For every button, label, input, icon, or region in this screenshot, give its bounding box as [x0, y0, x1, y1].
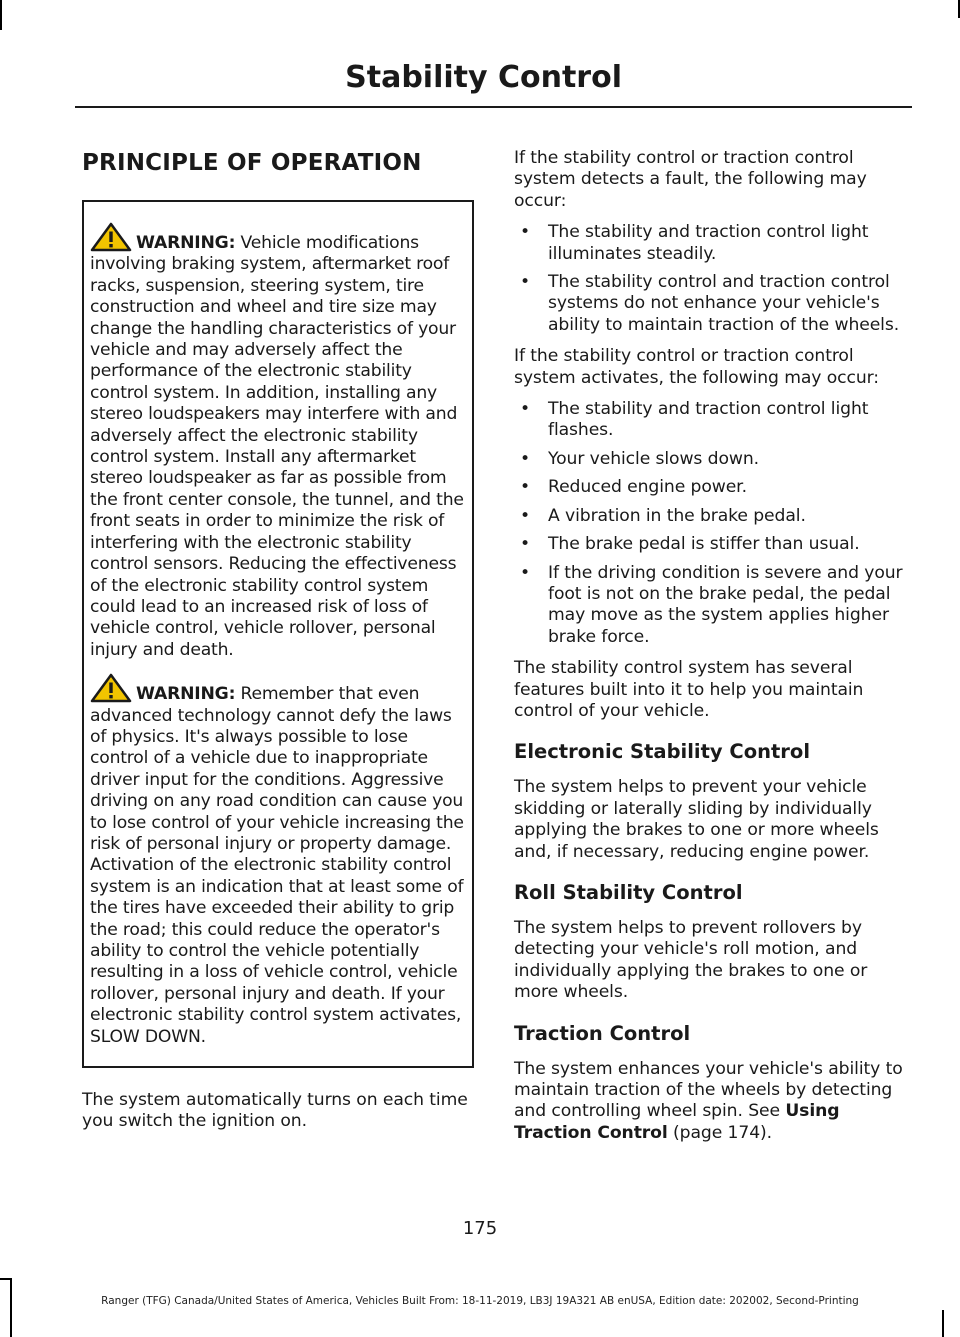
- crop-mark: [942, 1310, 944, 1337]
- warning-paragraph: [90, 673, 466, 1048]
- left-column: [82, 148, 474, 1143]
- page-number: 175: [462, 1218, 498, 1239]
- list-item: • Your vehicle slows down.: [520, 448, 759, 469]
- warning-label: WARNING:: [136, 233, 236, 253]
- warning-text: Vehicle modifications involving braking system, aftermarket roof racks, suspension, steering system, tire construction and wheel and tire size may change the handling characteristics of your vehicle and may adversely affect the performance of the electronic stability control system. In addition, installing any stereo loudspeakers may interfere with and adversely affect the electronic stability control system. Install any aftermarket stereo loudspeaker as far as possible from the front center console, the tunnel, and the front seats in order to minimize the risk of interfering with the electronic stability control sensors. Reducing the effectiveness of the electronic stability control system could lead to an increased risk of loss of vehicle control, vehicle rollover, personal injury and death.: [90, 233, 464, 660]
- warning-box: [82, 200, 474, 1068]
- warning-triangle-icon: [90, 222, 132, 252]
- features-text: The stability control system has several features built into it to help you maintain control of your vehicle.: [514, 658, 864, 721]
- crop-mark: [10, 1278, 12, 1337]
- tc-heading: Traction Control: [514, 1021, 691, 1045]
- list-item: • The stability control and traction control systems do not enhance your vehicle's ability to maintain traction of the wheels.: [520, 272, 900, 335]
- list-item: • Reduced engine power.: [520, 477, 747, 498]
- section-title: PRINCIPLE OF OPERATION: [82, 150, 422, 176]
- tc-text: The system enhances your vehicle's ability to maintain traction of the wheels by detecting and controlling wheel spin. See Using Traction Control (page 174).: [514, 1058, 903, 1143]
- fault-intro: If the stability control or traction control system detects a fault, the following may occur:: [514, 148, 867, 211]
- ignition-note: The system automatically turns on each time you switch the ignition on.: [82, 1090, 468, 1132]
- header-rule: [75, 106, 912, 108]
- esc-heading: Electronic Stability Control: [514, 740, 811, 764]
- crop-mark: [0, 1278, 12, 1280]
- right-column: [514, 148, 910, 1154]
- warning-text: Remember that even advanced technology cannot defy the laws of physics. It's always possible to lose control of a vehicle due to inappropriate driver input for the conditions. Aggressive driving on any road condition can cause you to lose control of your vehicle increasing the risk of personal injury or property damage. Activation of the electronic stability control system is an indication that at least some of the tires have exceeded their ability to grip the road; this could reduce the operator's ability to control the vehicle potentially resulting in a loss of vehicle control, vehicle rollover, personal injury and death. If your electronic stability control system activates, SLOW DOWN.: [90, 684, 464, 1047]
- list-item: • The brake pedal is stiffer than usual.: [520, 534, 860, 555]
- crop-mark: [0, 0, 2, 30]
- activate-intro: If the stability control or traction control system activates, the following may occur:: [514, 346, 879, 388]
- warning-label: WARNING:: [136, 684, 236, 705]
- list-item: • The stability and traction control light illuminates steadily.: [520, 222, 869, 264]
- traction-control-link[interactable]: Using Traction Control: [514, 1101, 840, 1143]
- list-item: • The stability and traction control light flashes.: [520, 399, 869, 441]
- activate-list: [514, 399, 910, 648]
- list-item: • If the driving condition is severe and your foot is not on the brake pedal, the pedal may move as the system applies higher brake force.: [520, 562, 903, 647]
- warning-paragraph: [90, 222, 466, 661]
- warning-triangle-icon: [90, 673, 132, 703]
- rsc-heading: Roll Stability Control: [514, 880, 743, 904]
- page-header-title: Stability Control: [345, 60, 622, 95]
- list-item: • A vibration in the brake pedal.: [520, 505, 806, 526]
- esc-text: The system helps to prevent your vehicle skidding or laterally sliding by individually applying the brakes to one or more wheels and, if necessary, reducing engine power.: [514, 777, 879, 862]
- fault-list: [514, 222, 910, 336]
- rsc-text: The system helps to prevent rollovers by detecting your vehicle's roll motion, and individually applying the brakes to one or more wheels.: [514, 917, 868, 1003]
- footer-text: Ranger (TFG) Canada/United States of America, Vehicles Built From: 18-11-2019, LB3J 19A321 AB enUSA, Edition date: 202002, Second-Printing: [101, 1295, 859, 1307]
